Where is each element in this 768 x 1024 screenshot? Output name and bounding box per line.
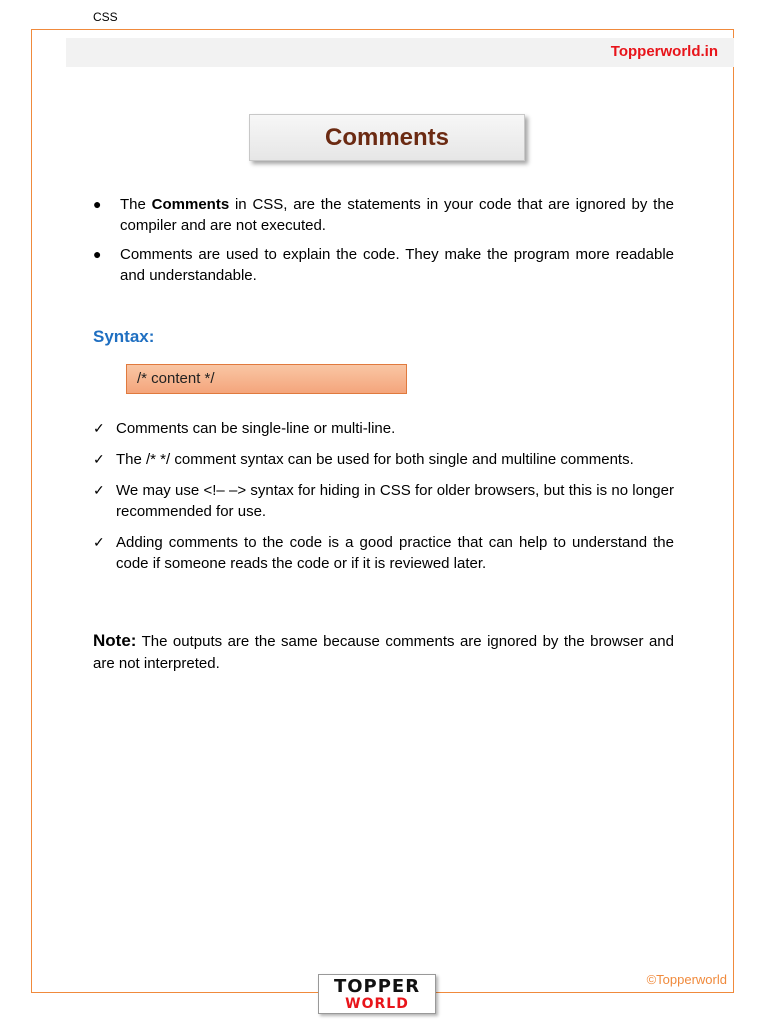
page-title-box [249, 114, 525, 161]
bullet-text-pre: The [120, 196, 152, 213]
logo-text-bottom: WORLD [345, 996, 409, 1012]
check-text: Comments can be single-line or multi-line. [116, 420, 396, 437]
header-label: CSS [93, 10, 118, 24]
note-paragraph [93, 630, 674, 675]
note-text: The outputs are the same because comments are ignored by the browser and are not interpreted. [93, 633, 674, 672]
checkmark-icon: ✓ [93, 482, 105, 498]
points-section [93, 418, 674, 584]
code-snippet: /* content */ [126, 364, 407, 394]
bullet-icon: ● [93, 196, 102, 212]
list-item [93, 244, 674, 286]
check-text: The /* */ comment syntax can be used for both single and multiline comments. [116, 451, 634, 468]
list-item [93, 480, 674, 522]
syntax-heading: Syntax: [93, 327, 155, 346]
header-bar [66, 38, 734, 67]
check-text: Adding comments to the code is a good practice that can help to understand the code if someone reads the code or if it is reviewed later. [116, 534, 674, 572]
intro-section [93, 194, 674, 294]
bullet-text-bold: Comments [151, 196, 230, 213]
bullet-text: Comments are used to explain the code. They make the program more readable and understandable. [120, 246, 674, 284]
list-item [93, 194, 674, 236]
logo-text-top: TOPPER [333, 976, 421, 997]
list-item [93, 418, 674, 439]
list-item [93, 532, 674, 574]
site-name-link[interactable]: Topperworld.in [610, 43, 718, 60]
bullet-text-post: in CSS, are the statements in your code that are ignored by the compiler and are not executed. [120, 196, 675, 234]
check-list [93, 418, 674, 574]
copyright-text: ©Topperworld [646, 972, 727, 987]
checkmark-icon: ✓ [93, 420, 105, 436]
checkmark-icon: ✓ [93, 534, 105, 550]
list-item [93, 449, 674, 470]
bullet-list [93, 194, 674, 286]
note-label: Note: [93, 631, 137, 650]
topperworld-logo [318, 974, 436, 1014]
page-title: Comments [324, 124, 450, 151]
bullet-icon: ● [93, 246, 102, 262]
check-text: We may use <!– –> syntax for hiding in CSS for older browsers, but this is no longer recommended for use. [116, 482, 674, 520]
checkmark-icon: ✓ [93, 451, 105, 467]
